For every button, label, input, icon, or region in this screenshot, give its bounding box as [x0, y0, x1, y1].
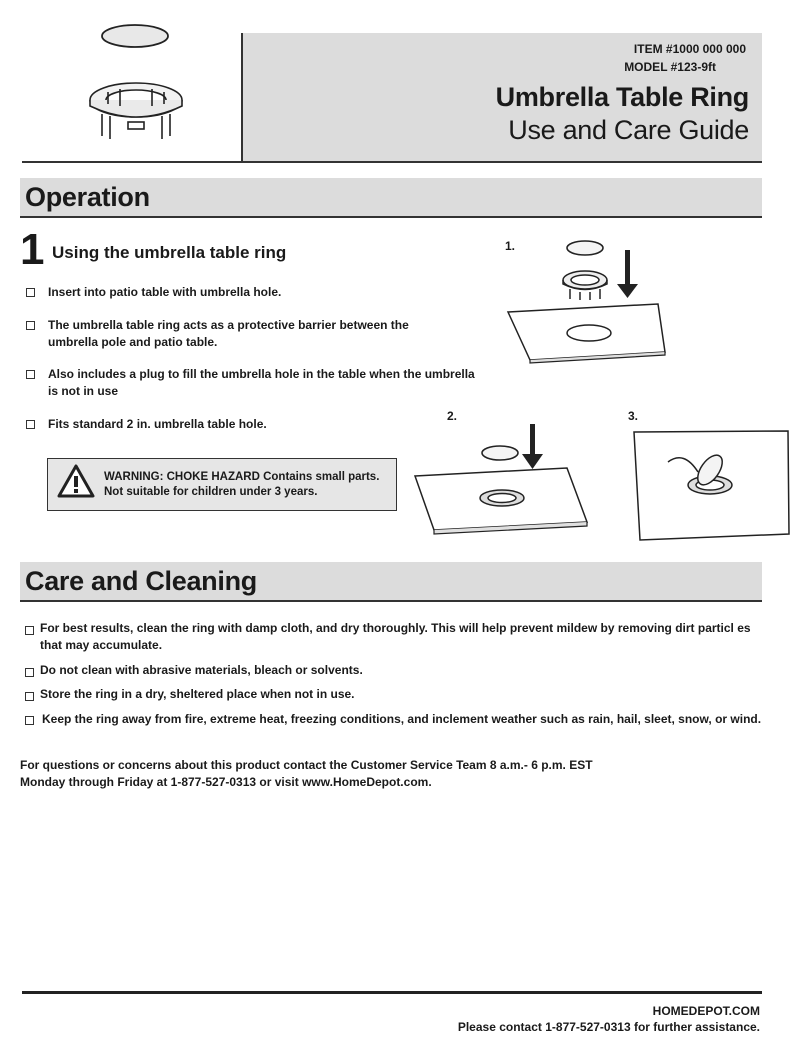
bullet-icon [25, 692, 34, 701]
figure-label-1: 1. [505, 239, 516, 253]
care-bullet: Store the ring in a dry, sheltered place when not in use. [40, 687, 355, 701]
warning-label: WARNING: [104, 471, 164, 483]
figure-2-illustration [412, 420, 594, 538]
document-title: Umbrella Table Ring [495, 82, 749, 112]
operation-bullet: Also includes a plug to fill the umbrella hole in the table when the umbrella [48, 367, 475, 381]
operation-bullet: The umbrella table ring acts as a protective barrier between the [48, 318, 409, 332]
figure-3-illustration [628, 428, 794, 542]
bullet-icon [25, 626, 34, 635]
footer-rule [22, 991, 762, 994]
operation-bullet-continued: umbrella pole and patio table. [48, 335, 218, 349]
figure-label-3: 3. [628, 409, 639, 423]
step-number: 1 [20, 225, 45, 274]
bullet-icon [25, 716, 34, 725]
warning-message: CHOKE HAZARD Contains small parts. [163, 471, 380, 483]
document-subtitle: Use and Care Guide [508, 115, 749, 145]
down-arrow-icon [522, 424, 543, 469]
operation-bullet: Fits standard 2 in. umbrella table hole. [48, 417, 267, 431]
header-rule [22, 161, 762, 163]
bullet-icon [26, 288, 35, 297]
operation-bullet: Insert into patio table with umbrella hole. [48, 285, 282, 299]
item-number: ITEM #1000 000 000 [633, 42, 746, 56]
footer-help-text: Please contact 1-877-527-0313 for further assistance. [457, 1020, 760, 1034]
header-divider [241, 33, 243, 162]
table-ring [90, 83, 182, 139]
down-arrow-icon [617, 250, 638, 298]
warning-text [104, 471, 379, 483]
care-bullet: Do not clean with abrasive materials, bleach or solvents. [40, 663, 363, 677]
bullet-icon [26, 321, 35, 330]
product-illustration [80, 18, 200, 156]
operation-bullet-continued: is not in use [48, 384, 119, 398]
figure-label-2: 2. [447, 409, 458, 423]
care-bullet-continued: that may accumulate. [40, 638, 163, 652]
care-bullet: Keep the ring away from fire, extreme heat, freezing conditions, and inclement weather such as rain, hail, sleet, snow, or wind. [42, 712, 762, 726]
model-number: MODEL #123-9ft [624, 60, 716, 74]
operation-heading: Operation [25, 182, 150, 212]
contact-line-2: Monday through Friday at 1-877-527-0313 or visit www.HomeDepot.com. [20, 775, 432, 789]
warning-text-line2: Not suitable for children under 3 years. [104, 486, 318, 498]
warning-triangle-icon [56, 463, 96, 499]
care-bullet: For best results, clean the ring with damp cloth, and dry thoroughly. This will help prevent mildew by removing dirt particl es [40, 621, 751, 635]
contact-line-1: For questions or concerns about this product contact the Customer Service Team 8 a.m.- 6 p.m. EST [20, 758, 593, 772]
bullet-icon [25, 668, 34, 677]
bullet-icon [26, 370, 35, 379]
step-title: Using the umbrella table ring [52, 243, 287, 262]
plug-cap [102, 25, 168, 47]
figure-1-illustration [500, 232, 670, 367]
care-heading: Care and Cleaning [25, 566, 257, 596]
footer-website: HOMEDEPOT.COM [652, 1004, 760, 1018]
bullet-icon [26, 420, 35, 429]
warning-box [47, 458, 397, 511]
